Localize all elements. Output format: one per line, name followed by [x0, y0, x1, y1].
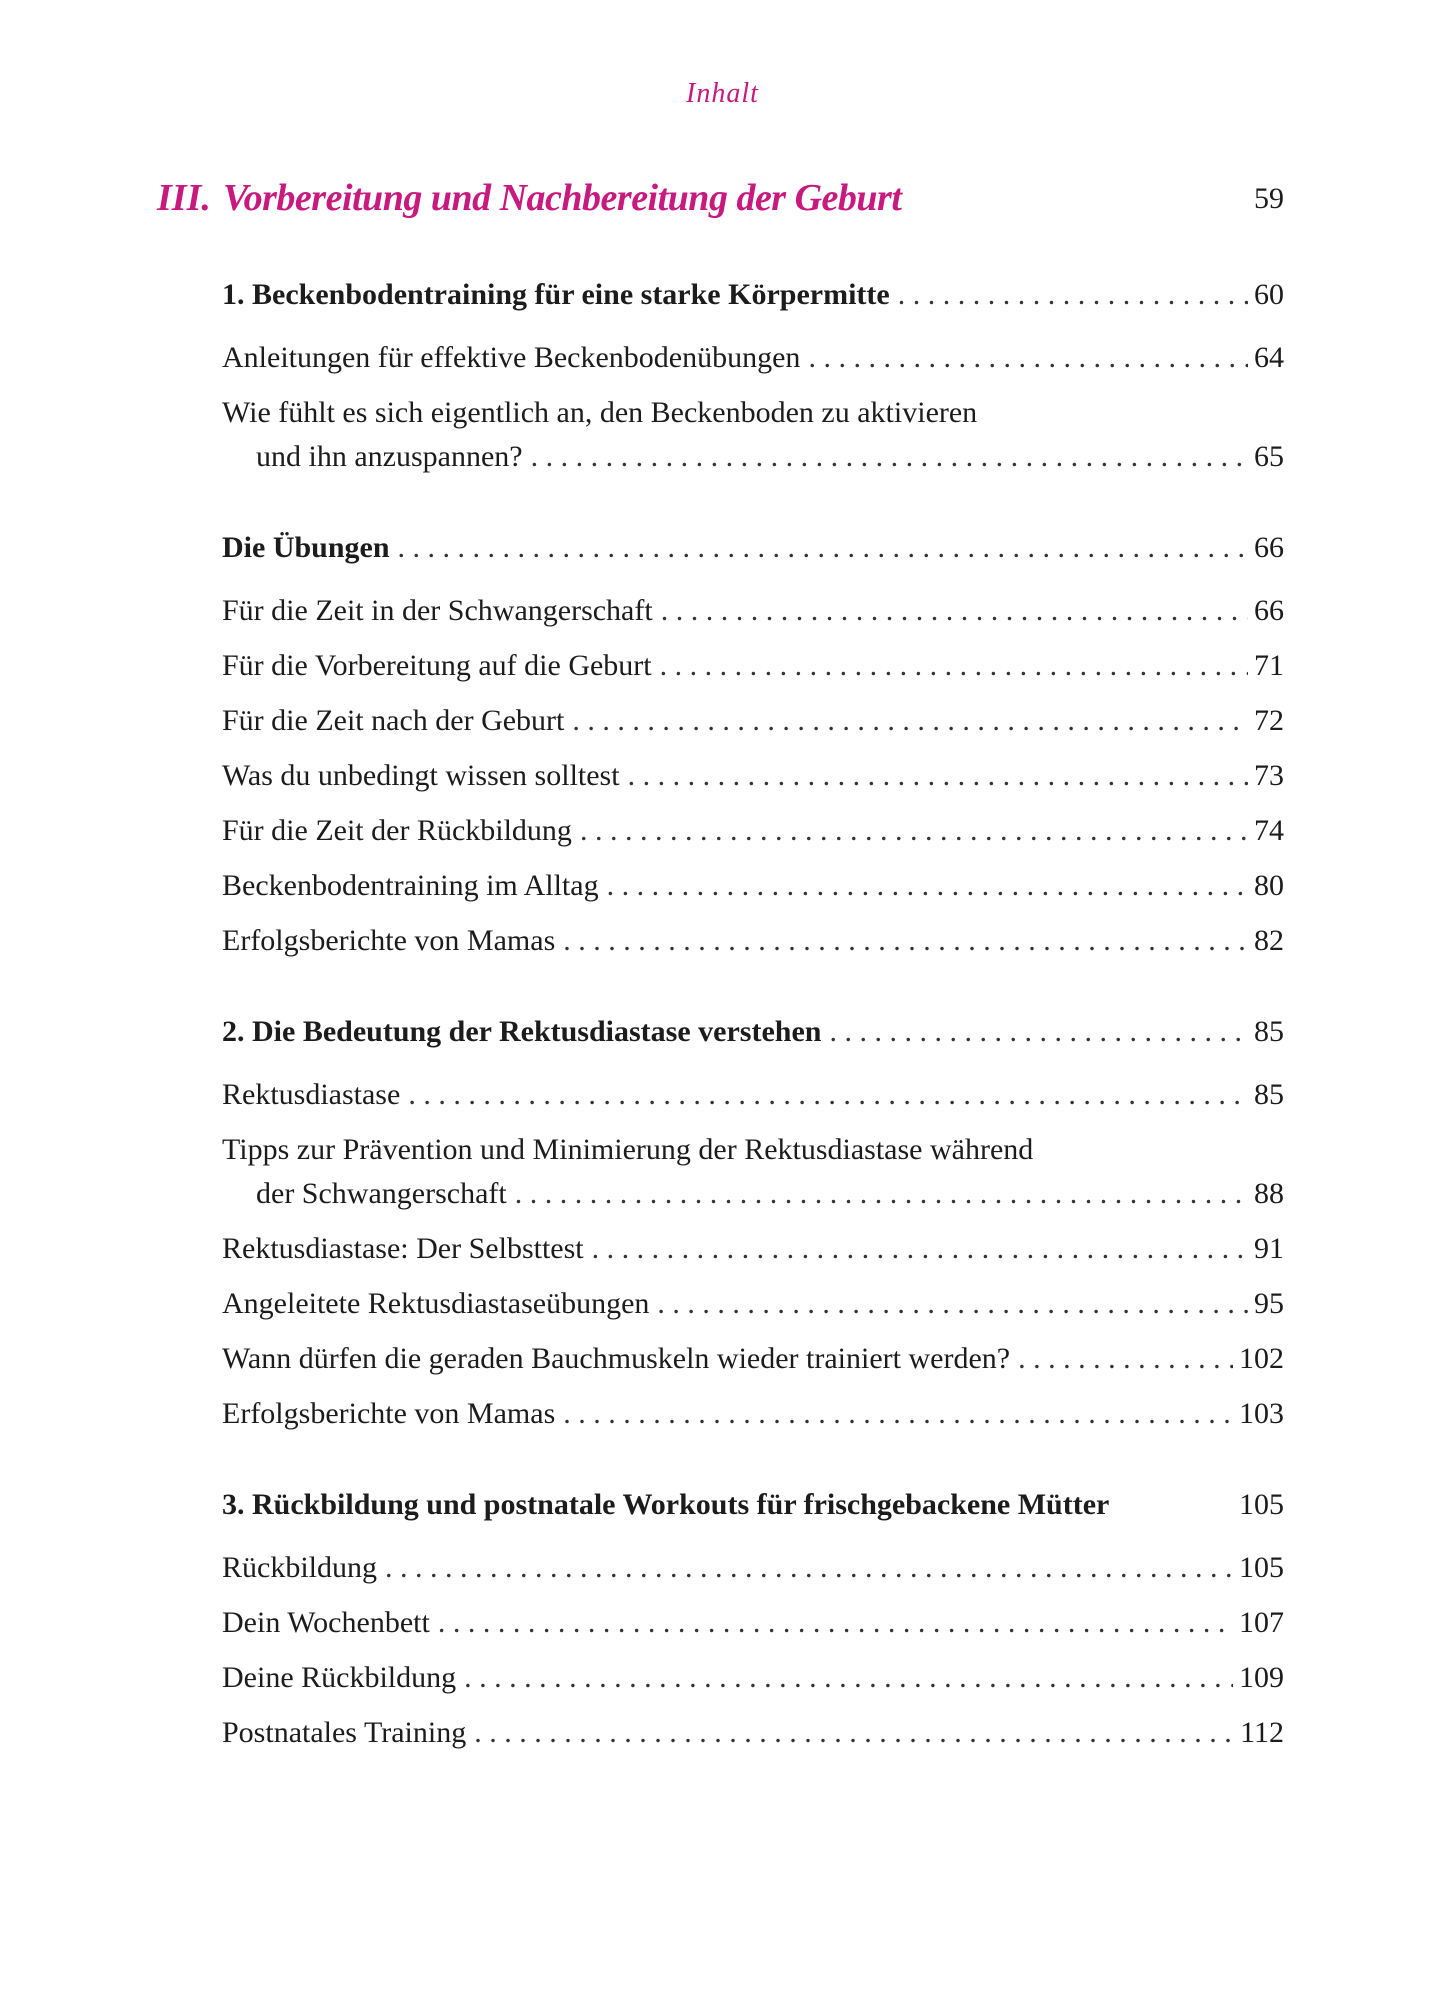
toc-page: 112 [1240, 1716, 1284, 1749]
toc-label: der Schwangerschaft [256, 1177, 507, 1210]
toc-leader-dots [515, 1174, 1248, 1214]
toc-entry-line1[interactable]: Wie fühlt es sich eigentlich an, den Beckenboden zu aktivieren [222, 396, 978, 429]
part-heading [157, 176, 1284, 226]
toc-entry[interactable] [222, 1075, 1284, 1115]
toc-label: Dein Wochenbett [222, 1606, 430, 1639]
part-number: III. [157, 177, 211, 219]
toc-leader-dots [829, 1012, 1248, 1052]
toc-entry[interactable] [222, 1548, 1284, 1588]
part-title: Vorbereitung und Nachbereitung der Geburt [223, 177, 902, 219]
toc-label: 2. Die Bedeutung der Rektusdiastase verstehen [222, 1015, 822, 1048]
toc-page: 66 [1254, 531, 1284, 564]
toc-page: 73 [1254, 759, 1284, 792]
toc-leader-dots [531, 437, 1248, 477]
toc-entry[interactable] [222, 921, 1284, 961]
toc-leader-dots [661, 591, 1248, 631]
toc-leader-dots [572, 701, 1248, 741]
toc-entry[interactable] [222, 1284, 1284, 1324]
toc-entry[interactable] [222, 1658, 1284, 1698]
toc-label: Die Übungen [222, 531, 390, 564]
toc-page: 72 [1254, 704, 1284, 737]
toc-leader-dots [408, 1075, 1248, 1115]
toc-leader-dots [474, 1713, 1234, 1753]
toc-section-heading[interactable] [222, 275, 1284, 315]
toc-label: Wann dürfen die geraden Bauchmuskeln wieder trainiert werden? [222, 1342, 1011, 1375]
toc-leader-dots [808, 338, 1248, 378]
toc-entry[interactable] [222, 1394, 1284, 1434]
toc-entry[interactable] [222, 866, 1284, 906]
toc-entry-line1[interactable]: Tipps zur Prävention und Minimierung der Rektusdiastase während [222, 1133, 1034, 1166]
toc-page: 105 [1239, 1551, 1284, 1584]
running-head: Inhalt [686, 78, 759, 109]
toc-entry[interactable] [222, 1339, 1284, 1379]
toc-page: 107 [1239, 1606, 1284, 1639]
toc-label: Für die Vorbereitung auf die Geburt [222, 649, 652, 682]
toc-entry[interactable] [222, 1713, 1284, 1753]
toc-label: Erfolgsberichte von Mamas [222, 1397, 556, 1430]
toc-leader-dots [464, 1658, 1233, 1698]
toc-entry[interactable] [222, 646, 1284, 686]
toc-label: Für die Zeit nach der Geburt [222, 704, 565, 737]
toc-page: 85 [1254, 1078, 1284, 1111]
toc-page: 82 [1254, 924, 1284, 957]
toc-page: 65 [1254, 440, 1284, 473]
toc-page: 95 [1254, 1287, 1284, 1320]
toc-page: 74 [1254, 814, 1284, 847]
toc-label: Anleitungen für effektive Beckenbodenübungen [222, 341, 801, 374]
toc-page: 64 [1254, 341, 1284, 374]
toc-label: Postnatales Training [222, 1716, 467, 1749]
toc-label: Was du unbedingt wissen solltest [222, 759, 620, 792]
toc-label: Rektusdiastase: Der Selbsttest [222, 1232, 584, 1265]
toc-page: 105 [1239, 1488, 1284, 1521]
toc-page: 102 [1239, 1342, 1284, 1375]
toc-entry[interactable] [222, 1229, 1284, 1269]
toc-entry[interactable] [222, 811, 1284, 851]
part-page: 59 [1254, 182, 1284, 215]
toc-page: 66 [1254, 594, 1284, 627]
toc-leader-dots [898, 275, 1248, 315]
toc-leader-dots [563, 921, 1248, 961]
toc-label: Für die Zeit der Rückbildung [222, 814, 572, 847]
toc-page: 85 [1254, 1015, 1284, 1048]
toc-label: und ihn anzuspannen? [256, 440, 523, 473]
toc-leader-dots [657, 1284, 1248, 1324]
toc-label: 3. Rückbildung und postnatale Workouts für frischgebackene Mütter [222, 1488, 1110, 1521]
toc-label: Rückbildung [222, 1551, 377, 1584]
toc-leader-dots [660, 646, 1248, 686]
toc-leader-dots [385, 1548, 1233, 1588]
toc-page: 60 [1254, 278, 1284, 311]
toc-leader-dots [592, 1229, 1248, 1269]
toc-entry[interactable] [222, 756, 1284, 796]
toc-entry[interactable] [222, 1603, 1284, 1643]
toc-entry[interactable] [222, 437, 1284, 477]
toc-leader-dots [580, 811, 1248, 851]
toc-section-heading[interactable] [222, 1485, 1284, 1525]
toc-leader-dots [438, 1603, 1233, 1643]
toc-entry[interactable] [222, 591, 1284, 631]
toc-page: 103 [1239, 1397, 1284, 1430]
toc-page: 109 [1239, 1661, 1284, 1694]
toc-label: Erfolgsberichte von Mamas [222, 924, 556, 957]
toc-section-heading[interactable] [222, 1012, 1284, 1052]
toc-leader-dots [607, 866, 1248, 906]
toc-entry[interactable] [222, 338, 1284, 378]
toc-entry[interactable] [222, 701, 1284, 741]
toc-label: Rektusdiastase [222, 1078, 401, 1111]
toc-leader-dots [398, 528, 1248, 568]
toc-entry[interactable] [222, 1174, 1284, 1214]
toc-page: 88 [1254, 1177, 1284, 1210]
toc-label: Beckenbodentraining im Alltag [222, 869, 599, 902]
toc-leader-dots [563, 1394, 1233, 1434]
toc-page: 80 [1254, 869, 1284, 902]
toc-label: Deine Rückbildung [222, 1661, 457, 1694]
toc-leader-dots [1018, 1339, 1233, 1379]
toc-page: 91 [1254, 1232, 1284, 1265]
toc-leader-dots [628, 756, 1248, 796]
toc-section-heading[interactable] [222, 528, 1284, 568]
toc-page: 71 [1254, 649, 1284, 682]
toc-label: Angeleitete Rektusdiastaseübungen [222, 1287, 650, 1320]
toc-label: Für die Zeit in der Schwangerschaft [222, 594, 653, 627]
toc-label: 1. Beckenbodentraining für eine starke Körpermitte [222, 278, 890, 311]
